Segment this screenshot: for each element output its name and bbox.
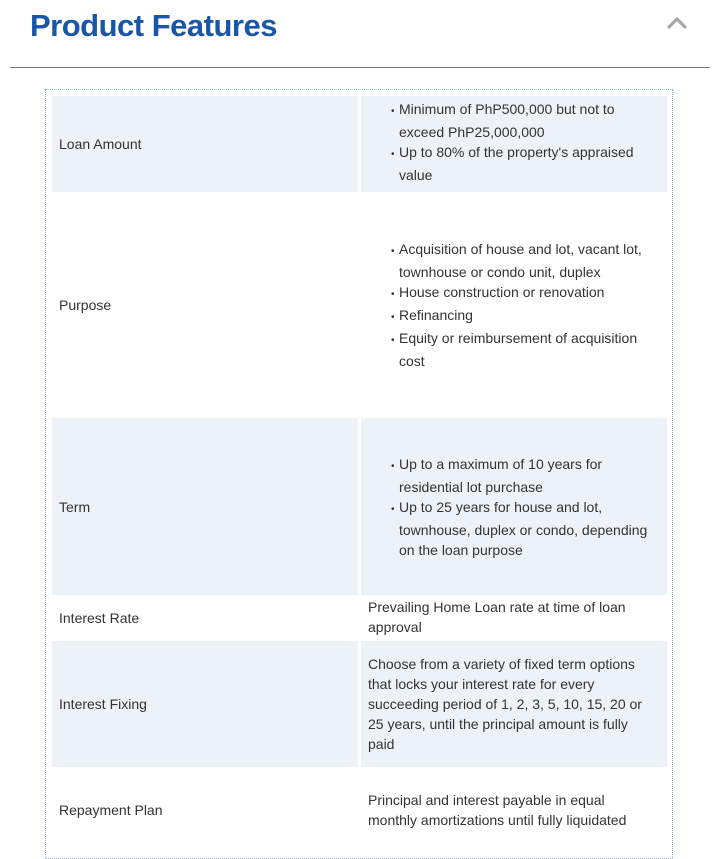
row-value: Principal and interest payable in equal monthly amortizations until fully liquidated <box>368 792 627 828</box>
row-value <box>361 96 667 192</box>
bullet-item: • Up to 25 years for house and lot, townhouse, duplex or condo, depending on the loan purpose <box>391 497 657 560</box>
bullet-item: • Up to 80% of the property's appraised value <box>391 142 657 185</box>
bullet-item: • Refinancing <box>391 305 657 328</box>
section-header <box>0 0 716 68</box>
bullet-item: • Up to a maximum of 10 years for residential lot purchase <box>391 454 657 497</box>
bullet-list <box>368 454 657 560</box>
features-table <box>52 96 667 853</box>
bullet-item: • House construction or renovation <box>391 282 657 305</box>
table-row <box>52 96 667 192</box>
collapse-button[interactable] <box>664 12 690 34</box>
table-row <box>52 641 667 767</box>
chevron-up-icon <box>664 12 690 34</box>
table-row <box>52 767 667 853</box>
bullet-item: • Minimum of PhP500,000 but not to exceed PhP25,000,000 <box>391 99 657 142</box>
row-value <box>361 418 667 595</box>
bullet-list <box>368 99 657 185</box>
row-label: Purpose <box>59 297 112 313</box>
header-divider <box>10 67 710 68</box>
row-label: Interest Rate <box>59 610 140 626</box>
row-label: Repayment Plan <box>59 802 163 818</box>
row-label: Loan Amount <box>52 96 358 192</box>
bullet-item: • Acquisition of house and lot, vacant lot, townhouse or condo unit, duplex <box>391 239 657 282</box>
section-title: Product Features <box>30 8 277 43</box>
table-row <box>52 418 667 595</box>
bullet-list <box>368 239 657 371</box>
row-label: Interest Fixing <box>52 641 358 767</box>
row-value: Choose from a variety of fixed term options that locks your interest rate for every succeeding period of 1, 2, 3, 5, 10, 15, 20 or 25 years, until the principal amount is fully paid <box>361 641 667 767</box>
row-label: Term <box>52 418 358 595</box>
row-value: Prevailing Home Loan rate at time of loan approval <box>368 599 626 635</box>
table-row <box>52 595 667 641</box>
row-value <box>361 192 667 418</box>
bullet-item: • Equity or reimbursement of acquisition cost <box>391 328 657 371</box>
table-row <box>52 192 667 418</box>
